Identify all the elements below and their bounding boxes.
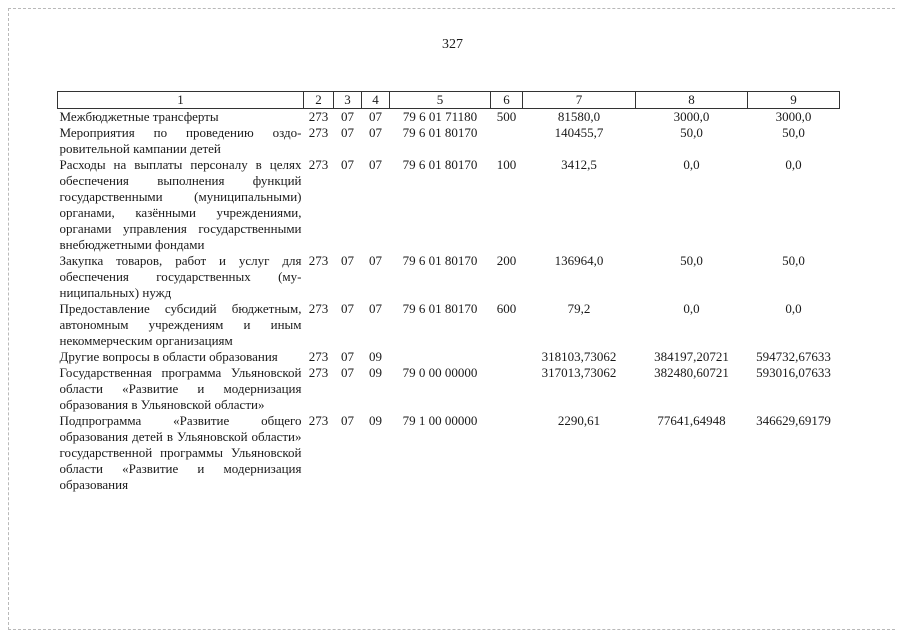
cell-section: 07	[341, 157, 354, 172]
cell-expense-type: 600	[496, 301, 517, 316]
cell-subsection: 09	[369, 365, 382, 380]
cell-target-article: 79 1 00 00000	[402, 413, 478, 428]
cell-subsection: 09	[369, 413, 382, 428]
column-header: 9	[748, 92, 840, 109]
column-header: 8	[636, 92, 748, 109]
cell-amount-col9: 594732,67633	[756, 349, 831, 364]
cell-subsection: 09	[369, 349, 382, 364]
cell-ministry: 273	[308, 365, 329, 380]
cell-subsection: 07	[369, 109, 382, 124]
cell-amount-col7: 3412,5	[561, 157, 597, 172]
budget-table	[57, 91, 840, 493]
cell-expense-type: 200	[496, 253, 517, 268]
cell-amount-col8: 77641,64948	[657, 413, 726, 428]
cell-target-article: 79 6 01 80170	[402, 125, 478, 140]
cell-ministry: 273	[308, 349, 329, 364]
cell-amount-col8: 50,0	[680, 125, 703, 140]
cell-ministry: 273	[308, 413, 329, 428]
cell-target-article: 79 6 01 80170	[402, 301, 478, 316]
table-header-row	[58, 92, 840, 109]
row-name: Закупка товаров, работ и услуг для обеспечения государственных (муниципальных) нужд	[59, 253, 302, 300]
cell-amount-col7: 318103,73062	[541, 349, 617, 364]
cell-ministry: 273	[308, 157, 329, 172]
cell-amount-col7: 140455,7	[554, 125, 604, 140]
row-name: Государственная программа Ульяновской области «Развитие и модернизация образования в Ульяновской области»	[59, 365, 302, 412]
column-header: 7	[523, 92, 636, 109]
cell-amount-col9: 0,0	[785, 157, 802, 172]
cell-amount-col9: 0,0	[785, 301, 802, 316]
cell-section: 07	[341, 109, 354, 124]
cell-section: 07	[341, 125, 354, 140]
cell-target-article	[390, 349, 491, 365]
cell-amount-col9: 3000,0	[775, 109, 812, 124]
cell-amount-col9: 346629,69179	[756, 413, 831, 428]
cell-amount-col8: 0,0	[683, 157, 700, 172]
cell-target-article: 79 6 01 80170	[402, 157, 478, 172]
cell-expense-type	[491, 349, 523, 365]
cell-amount-col7: 81580,0	[557, 109, 601, 124]
row-name: Предоставление субсидий бюджетным, автономным учреждениям и иным некоммерческим организациям	[59, 301, 302, 348]
table-row	[58, 125, 840, 157]
cell-amount-col7: 2290,61	[557, 413, 601, 428]
table-row	[58, 413, 840, 493]
cell-target-article: 79 0 00 00000	[402, 365, 478, 380]
row-name: Другие вопросы в области образования	[59, 349, 278, 364]
table-row	[58, 301, 840, 349]
cell-section: 07	[341, 301, 354, 316]
cell-expense-type	[491, 365, 523, 413]
cell-expense-type	[491, 125, 523, 157]
column-header: 5	[390, 92, 491, 109]
table-row	[58, 109, 840, 126]
cell-amount-col7: 317013,73062	[541, 365, 617, 380]
cell-amount-col9: 50,0	[782, 125, 805, 140]
cell-section: 07	[341, 413, 354, 428]
cell-section: 07	[341, 365, 354, 380]
cell-section: 07	[341, 253, 354, 268]
cell-amount-col8: 50,0	[680, 253, 703, 268]
row-name: Расходы на выплаты персоналу в целях обеспечения выполнения функций государственными (муниципальными) органами, казёнными учреждениями, органами управления государственными внебюджетными фондами	[59, 157, 302, 252]
column-header: 1	[58, 92, 304, 109]
cell-subsection: 07	[369, 125, 382, 140]
cell-subsection: 07	[369, 253, 382, 268]
column-header: 6	[491, 92, 523, 109]
table-row	[58, 365, 840, 413]
cell-expense-type: 100	[496, 157, 517, 172]
cell-expense-type	[491, 413, 523, 493]
cell-amount-col9: 593016,07633	[756, 365, 831, 380]
table-row	[58, 157, 840, 253]
cell-target-article: 79 6 01 71180	[402, 109, 478, 124]
page-number: 327	[442, 37, 463, 52]
column-header: 4	[362, 92, 390, 109]
cell-expense-type: 500	[496, 109, 517, 124]
cell-section: 07	[341, 349, 354, 364]
column-header: 2	[304, 92, 334, 109]
cell-amount-col8: 384197,20721	[654, 349, 729, 364]
cell-amount-col8: 0,0	[683, 301, 700, 316]
row-name: Подпрограмма «Развитие общего образования детей в Ульяновской области» государственной программы Ульяновской области «Развитие и модернизация образования	[59, 413, 302, 492]
table-row	[58, 349, 840, 365]
cell-amount-col8: 382480,60721	[654, 365, 729, 380]
table-row	[58, 253, 840, 301]
cell-ministry: 273	[308, 253, 329, 268]
row-name: Мероприятия по проведению оздоровительной кампании детей	[59, 125, 302, 156]
cell-subsection: 07	[369, 157, 382, 172]
cell-amount-col8: 3000,0	[673, 109, 710, 124]
cell-ministry: 273	[308, 125, 329, 140]
cell-ministry: 273	[308, 301, 329, 316]
cell-target-article: 79 6 01 80170	[402, 253, 478, 268]
cell-ministry: 273	[308, 109, 329, 124]
cell-subsection: 07	[369, 301, 382, 316]
column-header: 3	[334, 92, 362, 109]
row-name: Межбюджетные трансферты	[59, 109, 219, 124]
cell-amount-col7: 79,2	[567, 301, 591, 316]
cell-amount-col7: 136964,0	[554, 253, 604, 268]
cell-amount-col9: 50,0	[782, 253, 805, 268]
